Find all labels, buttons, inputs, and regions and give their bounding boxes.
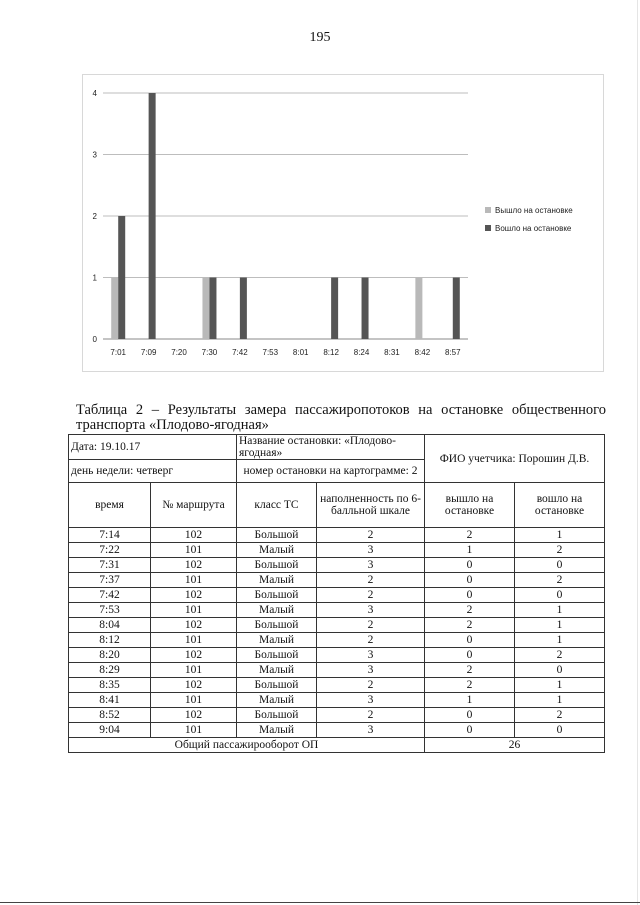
bar-entered [240,278,247,340]
fullness-cell: 2 [317,528,425,543]
exited-cell: 2 [425,678,515,693]
y-tick-label: 2 [92,212,97,221]
route-cell: 101 [151,543,237,558]
table-row [69,528,605,543]
entered-cell: 1 [515,693,605,708]
x-tick-label: 7:42 [232,348,248,357]
time-cell: 7:42 [69,588,151,603]
fullness-cell: 3 [317,648,425,663]
entered-cell: 0 [515,588,605,603]
x-tick-label: 7:30 [201,348,218,357]
exited-cell: 0 [425,573,515,588]
vehicle-class-cell: Малый [237,723,317,738]
legend-label: Вошло на остановке [495,224,572,233]
entered-cell: 2 [515,708,605,723]
bar-entered [118,216,125,339]
vehicle-class-cell: Малый [237,603,317,618]
bar-exited [415,278,422,340]
table-caption: Таблица 2 – Результаты замера пассажиропотоков на остановке общественного транспорта «Плодово-ягодная» [76,402,606,433]
vehicle-class-cell: Большой [237,558,317,573]
entered-cell: 0 [515,558,605,573]
vehicle-class-cell: Малый [237,573,317,588]
date-cell: Дата: 19.10.17 [69,435,237,460]
vehicle-class-cell: Малый [237,633,317,648]
fullness-cell: 2 [317,708,425,723]
entered-cell: 2 [515,573,605,588]
fullness-cell: 3 [317,603,425,618]
header-entered: вошло на остановке [515,483,605,528]
chart-svg [83,75,603,371]
table-row [69,693,605,708]
route-cell: 101 [151,603,237,618]
bar-exited [202,278,209,340]
route-cell: 102 [151,678,237,693]
y-tick-label: 1 [92,273,97,283]
entered-cell: 1 [515,603,605,618]
table-row [69,678,605,693]
table-row [69,603,605,618]
vehicle-class-cell: Малый [237,663,317,678]
table-row [69,663,605,678]
route-cell: 102 [151,648,237,663]
total-value-cell: 26 [425,738,605,753]
x-tick-label: 8:24 [353,348,370,357]
time-cell: 7:37 [69,573,151,588]
passenger-flow-chart [82,74,604,372]
vehicle-class-cell: Малый [237,543,317,558]
passenger-table [68,434,605,753]
exited-cell: 0 [425,723,515,738]
header-route: № маршрута [151,483,237,528]
exited-cell: 0 [425,633,515,648]
fullness-cell: 3 [317,723,425,738]
time-cell: 7:31 [69,558,151,573]
time-cell: 7:53 [69,603,151,618]
bar-entered [149,93,156,339]
fullness-cell: 3 [317,693,425,708]
x-tick-label: 7:20 [171,348,187,357]
exited-cell: 2 [425,663,515,678]
x-tick-label: 8:12 [323,348,339,357]
bar-entered [331,278,338,340]
time-cell: 8:35 [69,678,151,693]
counter-name-cell: ФИО учетчика: Порошин Д.В. [425,435,605,483]
exited-cell: 0 [425,558,515,573]
bar-entered [453,278,460,340]
table-row [69,558,605,573]
table-row [69,573,605,588]
x-tick-label: 8:01 [292,348,309,357]
fullness-cell: 3 [317,663,425,678]
stop-number-cell: номер остановки на картограмме: 2 [237,460,425,483]
exited-cell: 1 [425,543,515,558]
route-cell: 101 [151,693,237,708]
y-tick-label: 4 [92,89,97,98]
entered-cell: 1 [515,528,605,543]
time-cell: 8:29 [69,663,151,678]
vehicle-class-cell: Большой [237,528,317,543]
route-cell: 101 [151,573,237,588]
fullness-cell: 3 [317,558,425,573]
route-cell: 102 [151,558,237,573]
x-tick-label: 8:31 [384,348,400,357]
fullness-cell: 2 [317,618,425,633]
time-cell: 7:22 [69,543,151,558]
x-tick-label: 8:42 [414,348,431,357]
entered-cell: 1 [515,618,605,633]
x-tick-label: 7:53 [262,348,279,357]
header-exited: вышло на остановке [425,483,515,528]
fullness-cell: 2 [317,633,425,648]
entered-cell: 1 [515,633,605,648]
route-cell: 101 [151,663,237,678]
header-time: время [69,483,151,528]
vehicle-class-cell: Большой [237,708,317,723]
vehicle-class-cell: Большой [237,618,317,633]
route-cell: 102 [151,528,237,543]
time-cell: 8:41 [69,693,151,708]
table-row [69,618,605,633]
time-cell: 8:52 [69,708,151,723]
y-tick-label: 0 [92,335,97,344]
route-cell: 101 [151,633,237,648]
route-cell: 102 [151,708,237,723]
entered-cell: 2 [515,543,605,558]
table-row [69,648,605,663]
page-edge-line [637,0,638,905]
bar-entered [209,278,216,340]
header-fullness: наполненность по 6-балльной шкале [317,483,425,528]
table-row [69,588,605,603]
exited-cell: 1 [425,693,515,708]
exited-cell: 2 [425,528,515,543]
time-cell: 7:14 [69,528,151,543]
x-tick-label: 8:57 [445,348,461,357]
x-tick-label: 7:01 [110,348,126,357]
table-row [69,708,605,723]
exited-cell: 0 [425,648,515,663]
page-bottom-line [0,902,640,903]
exited-cell: 2 [425,618,515,633]
table-row [69,633,605,648]
stop-name-cell: Название остановки: «Плодово-ягодная» [237,435,425,460]
entered-cell: 0 [515,663,605,678]
fullness-cell: 3 [317,543,425,558]
entered-cell: 2 [515,648,605,663]
x-tick-label: 7:09 [140,348,157,357]
time-cell: 8:04 [69,618,151,633]
legend-swatch [485,225,491,231]
bar-entered [362,278,369,340]
vehicle-class-cell: Большой [237,678,317,693]
route-cell: 101 [151,723,237,738]
exited-cell: 0 [425,708,515,723]
bar-exited [111,278,118,340]
fullness-cell: 2 [317,573,425,588]
total-label-cell: Общий пассажирооборот ОП [69,738,425,753]
entered-cell: 0 [515,723,605,738]
time-cell: 9:04 [69,723,151,738]
exited-cell: 0 [425,588,515,603]
legend-label: Вышло на остановке [495,206,573,215]
time-cell: 8:20 [69,648,151,663]
weekday-cell: день недели: четверг [69,460,237,483]
exited-cell: 2 [425,603,515,618]
page-number: 195 [309,30,331,45]
vehicle-class-cell: Малый [237,693,317,708]
header-vehicle-class: класс ТС [237,483,317,528]
fullness-cell: 2 [317,588,425,603]
y-tick-label: 3 [92,150,97,160]
vehicle-class-cell: Большой [237,588,317,603]
table-row [69,543,605,558]
fullness-cell: 2 [317,678,425,693]
entered-cell: 1 [515,678,605,693]
route-cell: 102 [151,588,237,603]
legend-swatch [485,207,491,213]
vehicle-class-cell: Большой [237,648,317,663]
route-cell: 102 [151,618,237,633]
time-cell: 8:12 [69,633,151,648]
table-row [69,723,605,738]
